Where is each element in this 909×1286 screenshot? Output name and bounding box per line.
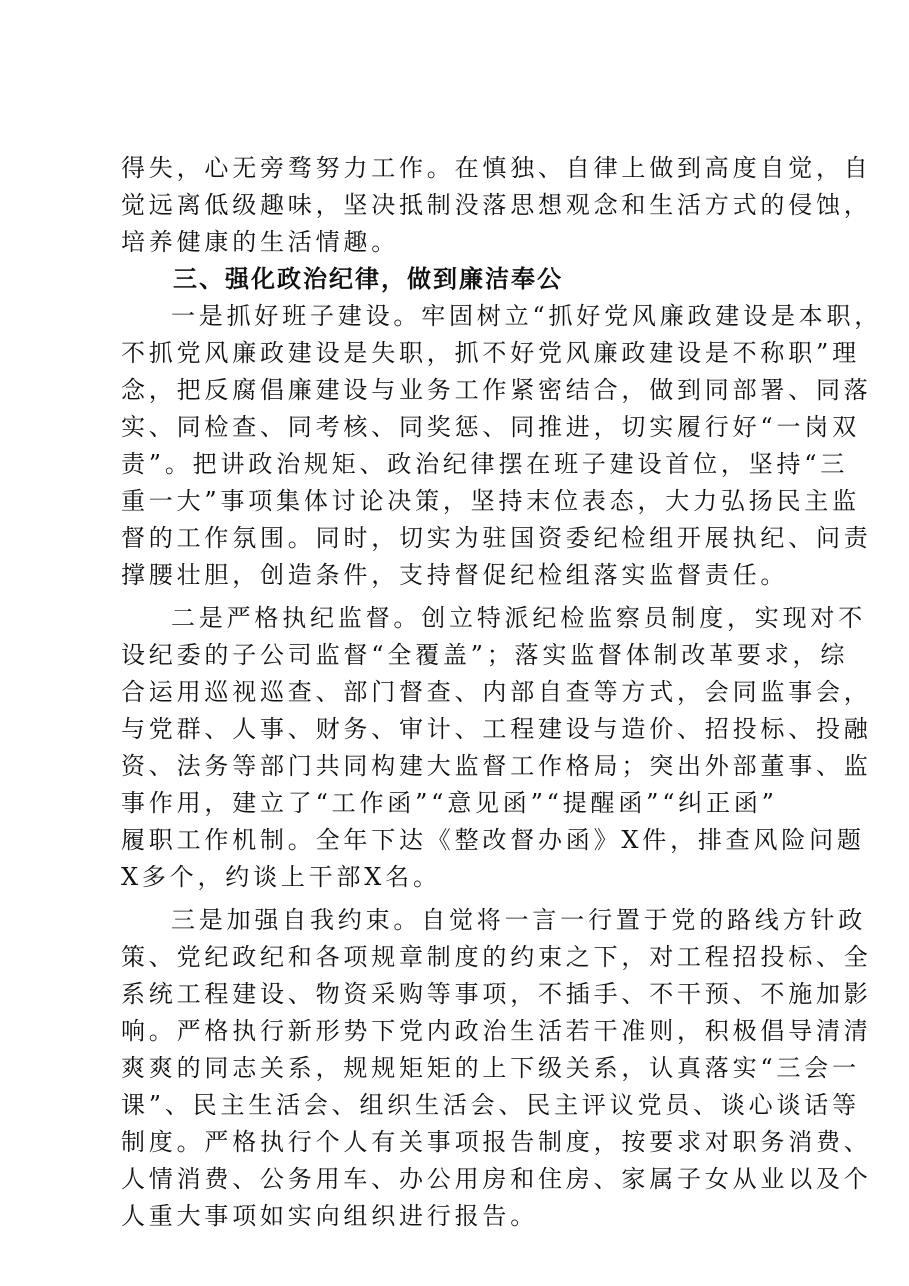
paragraph-line: 系统工程建设、物资采购等事项，不插手、不干预、不施加影: [121, 980, 872, 1008]
paragraph-line: 人重大事项如实向组织进行报告。: [121, 1202, 538, 1230]
section-heading: 三、强化政治纪律，做到廉洁奉公: [173, 265, 563, 293]
paragraph-line: 响。严格执行新形势下党内政治生活若干准则，积极倡导清清: [121, 1017, 872, 1045]
paragraph-line: 觉远离低级趣味，坚决抵制没落思想观念和生活方式的侵蚀，: [121, 191, 872, 219]
paragraph-line: 二是严格执纪监督。创立特派纪检监察员制度，实现对不: [171, 604, 866, 632]
document-body: [121, 150, 883, 1235]
paragraph-line: 培养健康的生活情趣。: [121, 228, 399, 256]
paragraph-line: 合运用巡视巡查、部门督查、内部自查等方式，会同监事会，: [121, 678, 872, 706]
paragraph-line: 与党群、人事、财务、审计、工程建设与造价、招投标、投融: [121, 715, 872, 743]
paragraph-line: 制度。严格执行个人有关事项报告制度，按要求对职务消费、: [121, 1128, 872, 1156]
paragraph-line: 责”。把讲政治规矩、政治纪律摆在班子建设首位，坚持“三: [121, 450, 849, 478]
paragraph-line: 资、法务等部门共同构建大监督工作格局；突出外部董事、监: [121, 752, 872, 780]
paragraph-line: 一是抓好班子建设。牢固树立“抓好党风廉政建设是本职，: [171, 302, 883, 330]
paragraph-line: 撑腰壮胆，创造条件，支持督促纪检组落实监督责任。: [121, 561, 789, 589]
paragraph-line: 履职工作机制。全年下达《整改督办函》X件，排查风险问题: [121, 826, 865, 854]
paragraph-line: X多个，约谈上干部X名。: [121, 863, 441, 891]
paragraph-line: 策、党纪政纪和各项规章制度的约束之下，对工程招投标、全: [121, 943, 872, 971]
paragraph-line: 得失，心无旁骛努力工作。在慎独、自律上做到高度自觉，自: [121, 154, 872, 182]
paragraph-line: 课”、民主生活会、组织生活会、民主评议党员、谈心谈话等: [121, 1091, 860, 1119]
paragraph-line: 人情消费、公务用车、办公用房和住房、家属子女从业以及个: [121, 1165, 872, 1193]
paragraph-line: 念，把反腐倡廉建设与业务工作紧密结合，做到同部署、同落: [121, 376, 872, 404]
paragraph-line: 爽爽的同志关系，规规矩矩的上下级关系，认真落实“三会一: [121, 1054, 860, 1082]
paragraph-line: 不抓党风廉政建设是失职，抓不好党风廉政建设是不称职”理: [121, 339, 860, 367]
paragraph-line: 实、同检查、同考核、同奖惩、同推进，切实履行好“一岗双: [121, 413, 860, 441]
paragraph-line: 事作用，建立了“工作函”“意见函”“提醒函”“纠正函”: [121, 789, 778, 817]
paragraph-line: 三是加强自我约束。自觉将一言一行置于党的路线方针政: [171, 906, 866, 934]
paragraph-line: 重一大”事项集体讨论决策，坚持末位表态，大力弘扬民主监: [121, 487, 860, 515]
paragraph-line: 督的工作氛围。同时，切实为驻国资委纪检组开展执纪、问责: [121, 524, 872, 552]
paragraph-line: 设纪委的子公司监督“全覆盖”；落实监督体制改革要求，综: [121, 641, 849, 669]
